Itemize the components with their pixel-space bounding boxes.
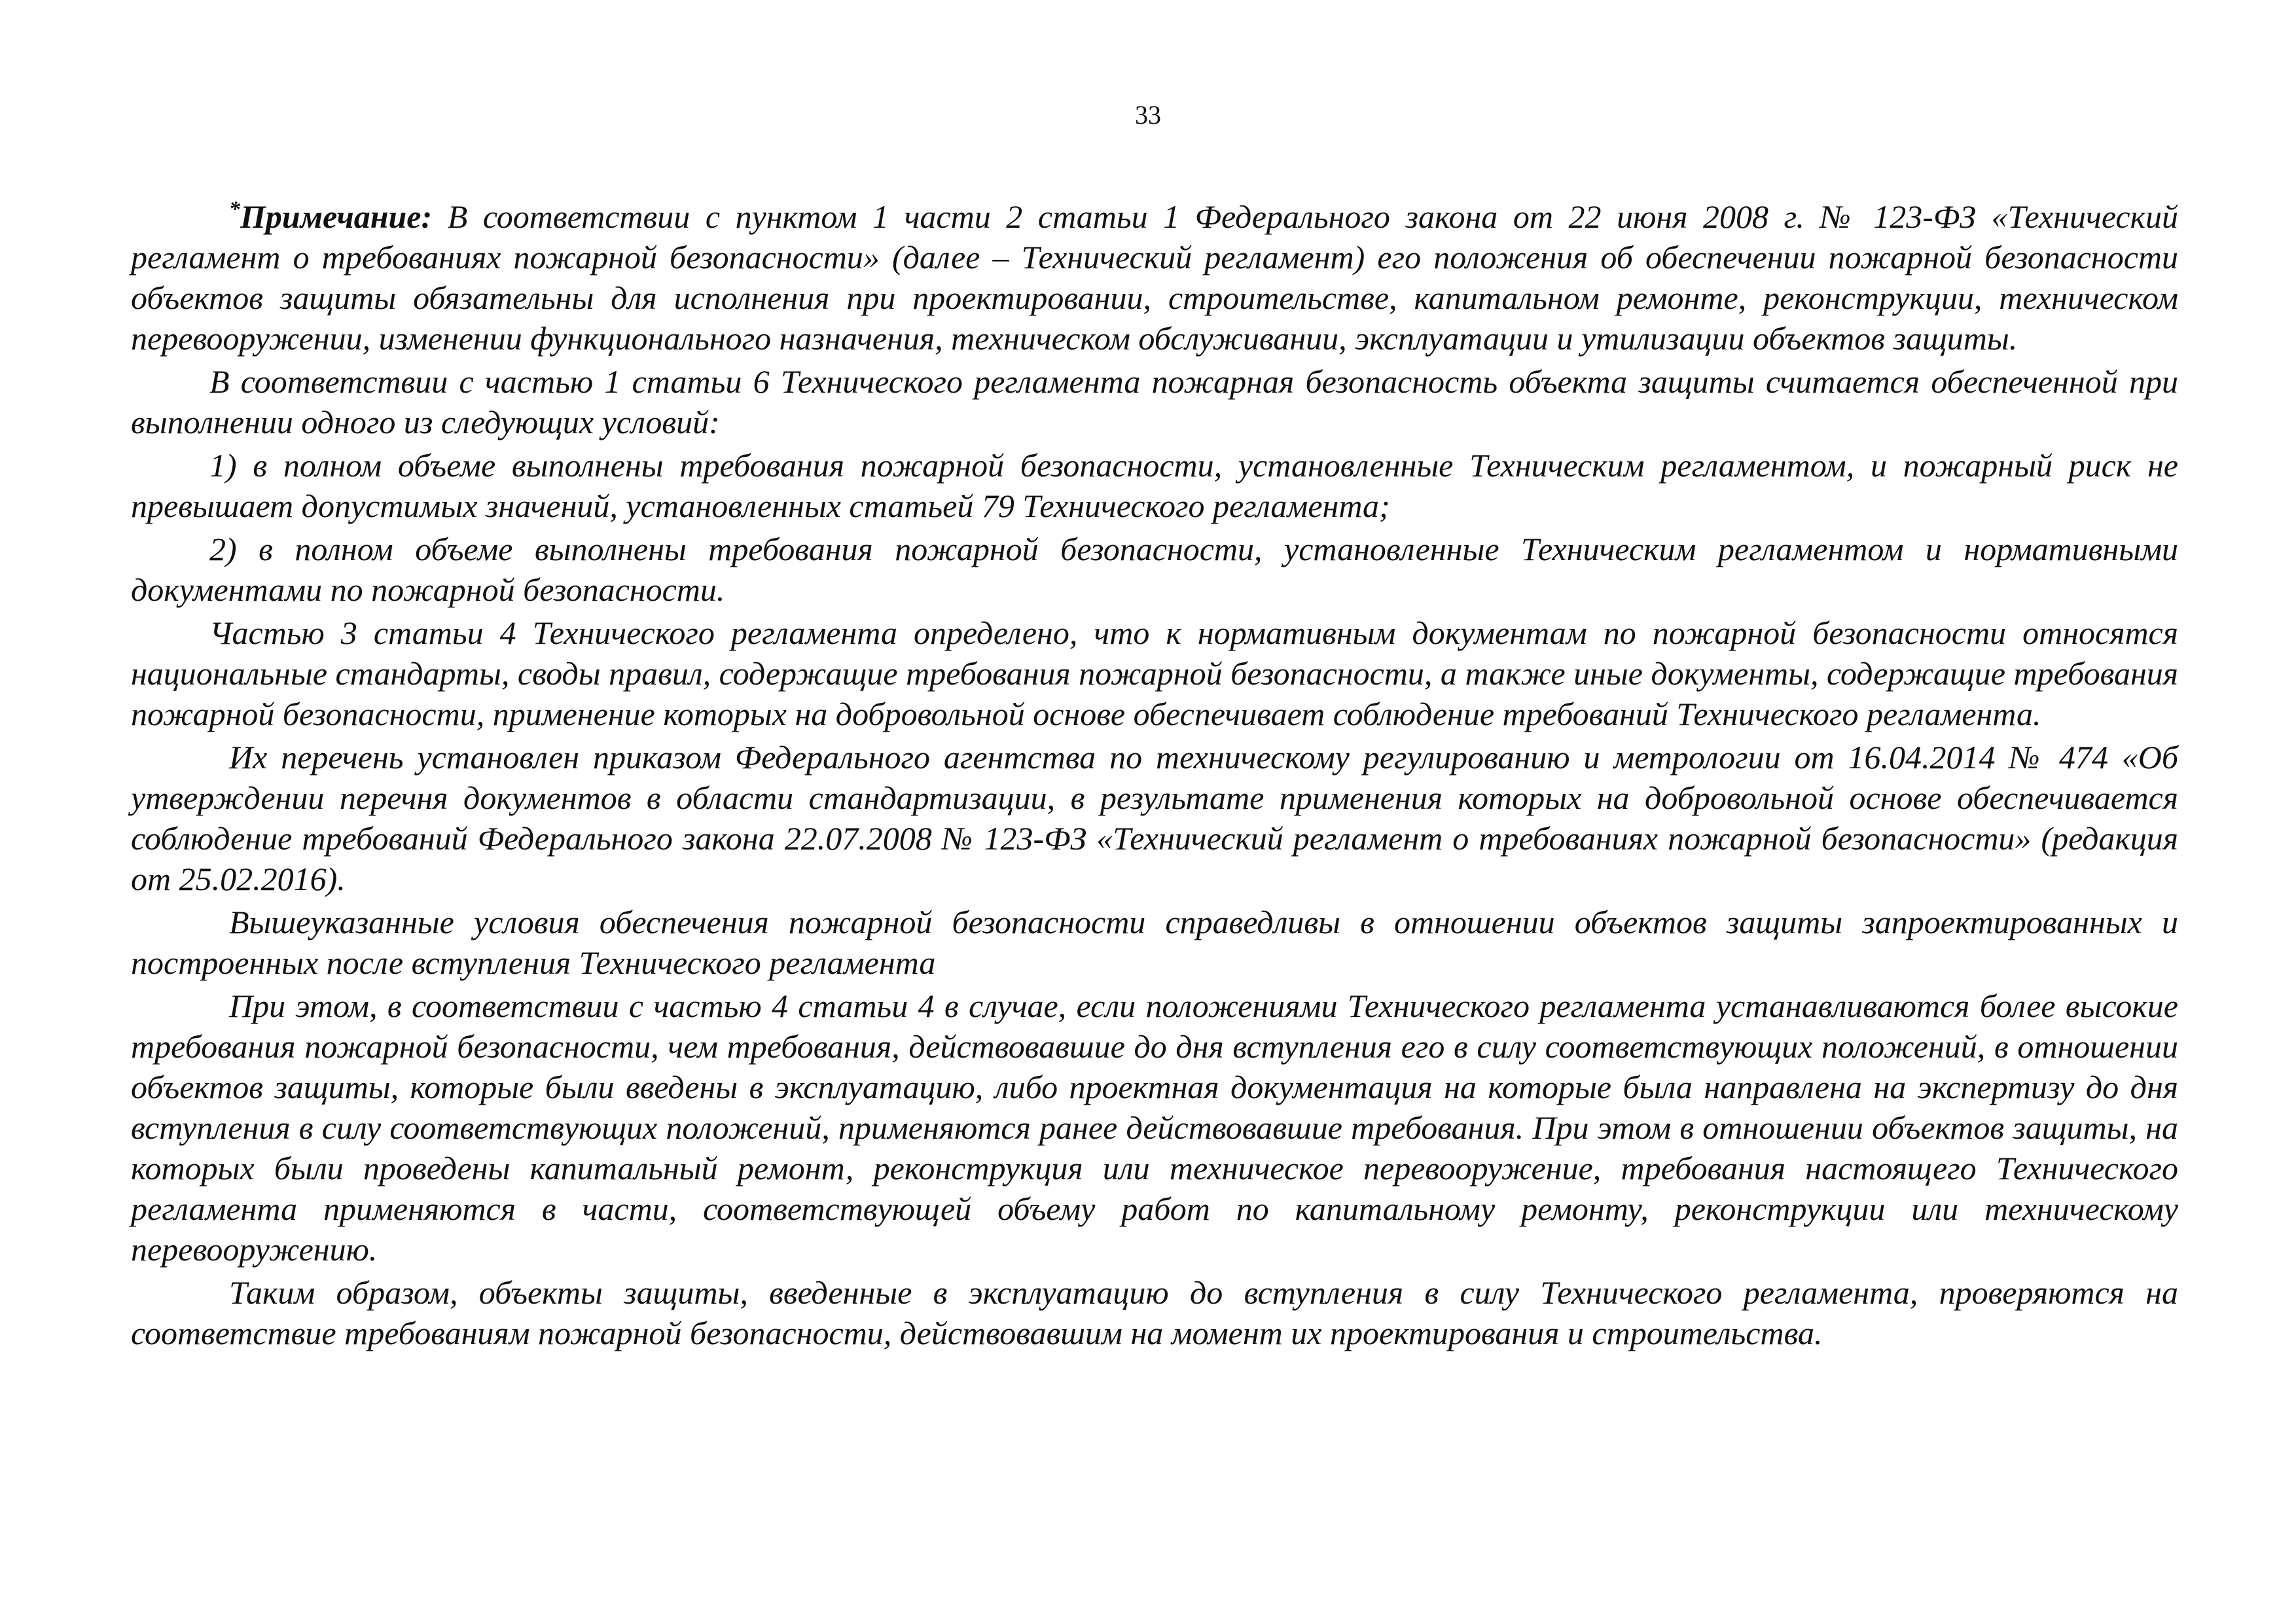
paragraph-conditions: В соответствии с частью 1 статьи 6 Технического регламента пожарная безопасность объекта защиты считается обеспеченной при выполнении одного из следующих условий: xyxy=(131,363,2178,440)
paragraph-normative-documents: Частью 3 статьи 4 Технического регламента определено, что к нормативным документам по пожарной безопасности относятся национальные стандарты, своды правил, содержащие требования пожарной безопасности, а также иные документы, содержащие требования пожарной безопасности, применение которых на добровольной основе обеспечивает соблюдение требований Технического регламента. xyxy=(131,615,2178,732)
paragraph-condition-2: 2) в полном объеме выполнены требования пожарной безопасности, установленные Техническим регламентом и нормативными документами по пожарной безопасности. xyxy=(131,531,2178,608)
document-body xyxy=(131,196,2178,1356)
note-paragraph xyxy=(131,196,2178,359)
paragraph-list-order: Их перечень установлен приказом Федерального агентства по техническому регулированию и метрологии от 16.04.2014 № 474 «Об утверждении перечня документов в области стандартизации, в результате применения которых на добровольной основе обеспечивается соблюдение требований Федерального закона 22.07.2008 № 123-ФЗ «Технический регламент о требованиях пожарной безопасности» (редакция от 25.02.2016). xyxy=(131,739,2178,897)
footnote-asterisk: * xyxy=(229,197,240,222)
paragraph-conclusion: Таким образом, объекты защиты, введенные в эксплуатацию до вступления в силу Технического регламента, проверяются на соответствие требованиям пожарной безопасности, действовавшим на момент их проектирования и строительства. xyxy=(131,1274,2178,1351)
page-number: 33 xyxy=(1135,100,1161,130)
note-label: Примечание: xyxy=(240,198,433,235)
paragraph-condition-1: 1) в полном объеме выполнены требования пожарной безопасности, установленные Техническим регламентом, и пожарный риск не превышает допустимых значений, установленных статьей 79 Технического регламента; xyxy=(131,447,2178,524)
paragraph-conditions-valid: Вышеуказанные условия обеспечения пожарной безопасности справедливы в отношении объектов защиты запроектированных и построенных после вступления Технического регламента xyxy=(131,904,2178,981)
paragraph-earlier-requirements: При этом, в соответствии с частью 4 статьи 4 в случае, если положениями Технического регламента устанавливаются более высокие требования пожарной безопасности, чем требования, действовавшие до дня вступления его в силу соответствующих положений, в отношении объектов защиты, которые были введены в эксплуатацию, либо проектная документация на которые была направлена на экспертизу до дня вступления в силу соответствующих положений, применяются ранее действовавшие требования. При этом в отношении объектов защиты, на которых были проведены капитальный ремонт, реконструкция или техническое перевооружение, требования настоящего Технического регламента применяются в части, соответствующей объему работ по капитальному ремонту, реконструкции или техническому перевооружению. xyxy=(131,988,2178,1268)
note-text: В соответствии с пунктом 1 части 2 статьи 1 Федерального закона от 22 июня 2008 г. № 123-ФЗ «Технический регламент о требованиях пожарной безопасности» (далее – Технический регламент) его положения об обеспечении пожарной безопасности объектов защиты обязательны для исполнения при проектировании, строительстве, капитальном ремонте, реконструкции, техническом перевооружении, изменении функционального назначения, техническом обслуживании, эксплуатации и утилизации объектов защиты. xyxy=(131,198,2178,357)
